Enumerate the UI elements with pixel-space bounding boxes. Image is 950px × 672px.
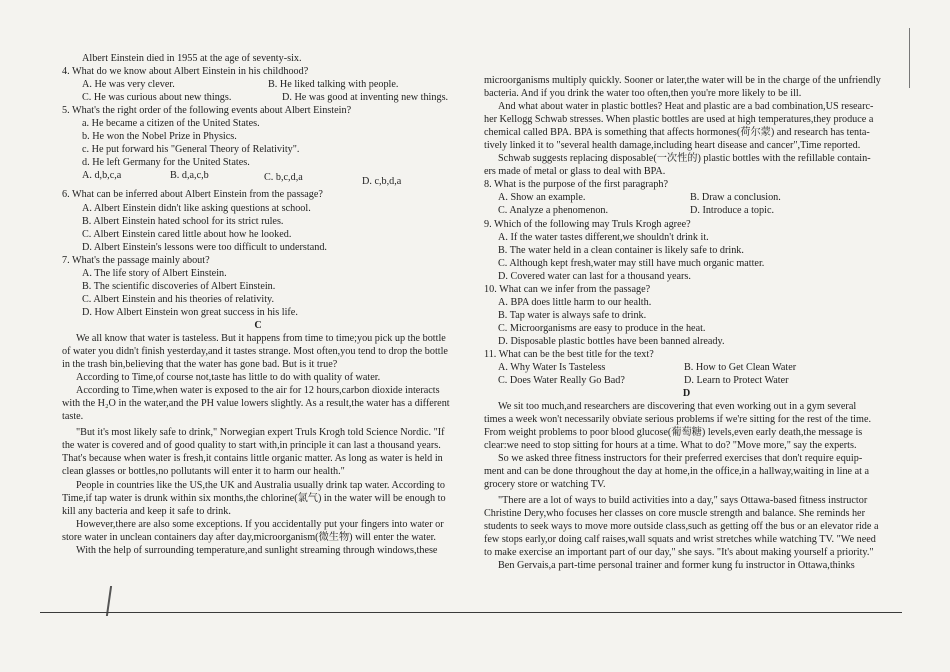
question-7-stem: 7. What's the passage mainly about? (62, 254, 210, 266)
option-d: D. Learn to Protect Water (684, 375, 789, 387)
passage-line: chemical called BPA. BPA is something that affects hormones(荷尔蒙) and research has tenta- (484, 127, 870, 139)
option-line: A. If the water tastes different,we shouldn't drink it. (498, 231, 709, 243)
passage-line: Ben Gervais,a part-time personal trainer and former kung fu instructor in Ottawa,thinks (498, 559, 855, 571)
section-c-heading: C (254, 319, 262, 331)
option-line: C. Albert Einstein cared little about how he looked. (82, 228, 292, 240)
question-5-stem: 5. What's the right order of the following events about Albert Einstein? (62, 105, 352, 117)
option-a: A. Show an example. (498, 192, 586, 204)
passage-line: few stops early,or doing calf raises,wall squats and wrist stretches while watching TV. "We need (484, 533, 876, 545)
option-line: D. Albert Einstein's lessons were too difficult to understand. (82, 241, 327, 253)
question-5-options (62, 169, 454, 188)
passage-line: So we asked three fitness instructors for their preferred exercises that don't require equip- (498, 453, 863, 465)
passage-line: of water you didn't finish yesterday,and it tastes strange. Most often,you tend to drop the bottle (62, 346, 448, 358)
option-c: C. Does Water Really Go Bad? (498, 375, 625, 387)
event-line: c. He put forward his "General Theory of Relativity". (82, 144, 300, 156)
option-line: C. Although kept fresh,water may still have much organic matter. (498, 257, 765, 269)
text-line: Albert Einstein died in 1955 at the age of seventy-six. (82, 53, 302, 64)
passage-line: We sit too much,and researchers are discovering that even working out in a gym several (498, 401, 857, 413)
passage-line: And what about water in plastic bottles? Heat and plastic are a bad combination,US researc- (498, 101, 874, 113)
passage-line: store water in unclean containers day after day,microorganism(微生物) will enter the water. (62, 531, 436, 543)
option-d: D. He was good at inventing new things. (282, 92, 449, 104)
event-line: d. He left Germany for the United States. (82, 157, 250, 169)
option-line: A. BPA does little harm to our health. (498, 296, 652, 308)
passage-line: According to Time,of course not,taste has little to do with quality of water. (76, 372, 381, 384)
passage-line: "There are a lot of ways to build activities into a day," says Ottawa-based fitness instructor (498, 494, 868, 506)
option-c: C. He was curious about new things. (82, 92, 232, 104)
left-column (62, 52, 454, 557)
option-c: C. Analyze a phenomenon. (498, 205, 609, 217)
passage-line: From weight problems to poor blood glucose(葡萄糖) levels,even early death,the message is (484, 427, 863, 439)
option-line: C. Microorganisms are easy to produce in the heat. (498, 322, 706, 334)
passage-line: the water is covered and of good quality to start with,in principle it can last a thousand years. (62, 440, 441, 452)
option-line: D. Covered water can last for a thousand years. (498, 270, 691, 282)
bottom-page-edge (40, 612, 902, 613)
question-8-options-row1 (484, 191, 889, 204)
passage-line: students to seek ways to move more outside class,such as getting off the bus or an elevator ride a (484, 520, 879, 532)
passage-line: clear:we need to stop sitting for hours at a time. What to do? "Move more," say the experts. (484, 440, 857, 452)
passage-line: Schwab suggests replacing disposable(一次性的) plastic bottles with the refillable contain- (498, 153, 871, 165)
passage-line: With the help of surrounding temperature,and sunlight streaming through windows,these (76, 544, 438, 556)
question-11-options-row2 (484, 374, 889, 387)
passage-line: Christine Dery,who focuses her classes on core muscle strength and balance. She reminds her (484, 507, 865, 519)
right-column (484, 74, 889, 572)
passage-line: clean glasses or bottles,no pollutants will enter it to harm our health." (62, 466, 345, 478)
passage-line: Time,if tap water is drunk within six months,the chlorine(氯气) in the water will be enough to (62, 492, 446, 504)
right-margin-rule (909, 28, 910, 88)
option-a: A. Why Water Is Tasteless (498, 362, 606, 374)
passage-line: kill any bacteria and keep it safe to drink. (62, 505, 231, 517)
option-line: B. The water held in a clean container is likely safe to drink. (498, 244, 744, 256)
question-4-options-row1 (62, 78, 454, 91)
passage-line: That's because when water is fresh,it contains little organic matter. As long as water is held in (62, 453, 443, 465)
question-11-stem: 11. What can be the best title for the text? (484, 348, 654, 360)
option-line: A. The life story of Albert Einstein. (82, 267, 227, 279)
passage-line: with the H₂O in the water,and the PH value lowers slightly. As a result,the water has a different (62, 398, 450, 410)
option-b: B. How to Get Clean Water (684, 362, 797, 374)
option-b: B. He liked talking with people. (268, 79, 399, 91)
option-line: A. Albert Einstein didn't like asking questions at school. (82, 202, 311, 214)
option-a: A. He was very clever. (82, 79, 175, 91)
passage-line: However,there are also some exceptions. If you accidentally put your fingers into water or (76, 518, 444, 530)
passage-line: times a week won't necessarily obviate serious problems if we're sitting for the rest of the time. (484, 414, 872, 426)
passage-line: microorganisms multiply quickly. Sooner or later,the water will be in the charge of the unfriendly (484, 75, 881, 86)
passage-line: "But it's most likely safe to drink," Norwegian expert Truls Krogh told Science Nordic. "If (76, 427, 445, 439)
event-line: a. He became a citizen of the United States. (82, 118, 260, 130)
passage-line: We all know that water is tasteless. But it happens from time to time;you pick up the bottle (76, 332, 446, 344)
passage-line: grocery store or watching TV. (484, 479, 606, 491)
option-b: B. d,a,c,b (170, 170, 209, 182)
question-6-stem: 6. What can be inferred about Albert Einstein from the passage? (62, 189, 323, 201)
question-4-stem: 4. What do we know about Albert Einstein in his childhood? (62, 66, 309, 78)
question-8-options-row2 (484, 204, 889, 217)
passage-line: taste. (62, 411, 84, 423)
option-line: B. Albert Einstein hated school for its strict rules. (82, 215, 284, 227)
option-line: D. How Albert Einstein won great success in his life. (82, 306, 298, 318)
option-b: B. Draw a conclusion. (690, 192, 781, 204)
option-line: B. Tap water is always safe to drink. (498, 309, 647, 321)
question-10-stem: 10. What can we infer from the passage? (484, 283, 651, 295)
question-9-stem: 9. Which of the following may Truls Krogh agree? (484, 218, 691, 230)
option-line: B. The scientific discoveries of Albert Einstein. (82, 280, 276, 292)
section-d-heading: D (682, 388, 691, 400)
question-11-options-row1 (484, 361, 889, 374)
option-line: D. Disposable plastic bottles have been banned already. (498, 335, 725, 347)
option-d: D. c,b,d,a (362, 176, 402, 188)
question-8-stem: 8. What is the purpose of the first paragraph? (484, 179, 668, 191)
option-a: A. d,b,c,a (82, 170, 122, 182)
event-line: b. He won the Nobel Prize in Physics. (82, 131, 237, 143)
option-line: C. Albert Einstein and his theories of relativity. (82, 293, 275, 305)
passage-line: ment and can be done throughout the day at home,in the office,in a hallway,waiting in line at a (484, 466, 870, 478)
passage-line: According to Time,when water is exposed to the air for 12 hours,carbon dioxide interacts (76, 385, 440, 397)
option-c: C. b,c,d,a (264, 172, 303, 184)
passage-line: to make exercise an important part of our day," she says. "It's about making yourself a priority." (484, 546, 874, 558)
passage-line: her Kellogg Schwab stresses. When plastic bottles are used at high temperatures,they produce a (484, 114, 874, 126)
passage-line: tively linked it to "several health damage,including heart disease and cancer",Time reported. (484, 140, 861, 152)
passage-line: People in countries like the US,the UK and Australia usually drink tap water. According to (76, 479, 445, 491)
passage-line: bacteria. And if you drink the water too often,then you're more likely to be ill. (484, 88, 802, 100)
passage-line: in the trash bin,believing that the water has gone bad. But is it true? (62, 359, 338, 371)
passage-line: ers made of metal or glass to deal with BPA. (484, 166, 666, 178)
question-4-options-row2 (62, 91, 454, 104)
option-d: D. Introduce a topic. (690, 205, 775, 217)
